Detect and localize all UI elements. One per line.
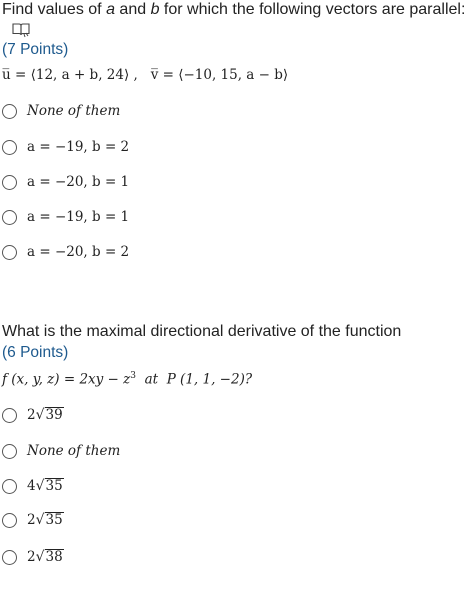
question-2-points: (6 Points) bbox=[2, 344, 69, 361]
radio-button[interactable] bbox=[2, 140, 17, 155]
q2-option-1[interactable]: 2√39 bbox=[2, 404, 64, 426]
q1-option-4[interactable]: a = −19, b = 1 bbox=[2, 206, 129, 228]
radio-button[interactable] bbox=[2, 175, 17, 190]
sqrt-symbol: √ bbox=[35, 407, 45, 423]
radio-button[interactable] bbox=[2, 408, 17, 423]
radio-button[interactable] bbox=[2, 550, 17, 565]
question-2-function: f (x, y, $z) = 2xy - z^3$ at P (1, 1, −2)? bbox=[2, 371, 253, 388]
radio-button[interactable] bbox=[2, 245, 17, 260]
radio-button[interactable] bbox=[2, 104, 17, 119]
radio-button[interactable] bbox=[2, 479, 17, 494]
radio-button[interactable] bbox=[2, 444, 17, 459]
q1-option-3[interactable]: a = −20, b = 1 bbox=[2, 171, 129, 193]
question-2-title: What is the maximal directional derivative of the function bbox=[2, 323, 402, 340]
question-1-title: Find values of a and b for which the following vectors are parallel: bbox=[2, 1, 466, 18]
q2-option-3[interactable]: 4√35 bbox=[2, 475, 64, 497]
sqrt-symbol: √ bbox=[35, 512, 45, 528]
q2-option-4[interactable]: 2√35 bbox=[2, 509, 64, 531]
sqrt-symbol: √ bbox=[35, 549, 45, 565]
question-1-points: (7 Points) bbox=[2, 41, 69, 58]
q1-option-1[interactable]: None of them bbox=[2, 100, 120, 122]
q1-option-2[interactable]: a = −19, b = 2 bbox=[2, 136, 129, 158]
sqrt-symbol: √ bbox=[35, 478, 45, 494]
radio-button[interactable] bbox=[2, 513, 17, 528]
q2-option-2[interactable]: None of them bbox=[2, 440, 120, 462]
q2-option-5[interactable]: 2√38 bbox=[2, 546, 64, 568]
radio-button[interactable] bbox=[2, 210, 17, 225]
q1-option-5[interactable]: a = −20, b = 2 bbox=[2, 241, 129, 263]
question-1-vectors: u̅ = ⟨12, a + b, 24⟩ , v̅ = ⟨−10, 15, a − b⟩ bbox=[2, 67, 289, 83]
